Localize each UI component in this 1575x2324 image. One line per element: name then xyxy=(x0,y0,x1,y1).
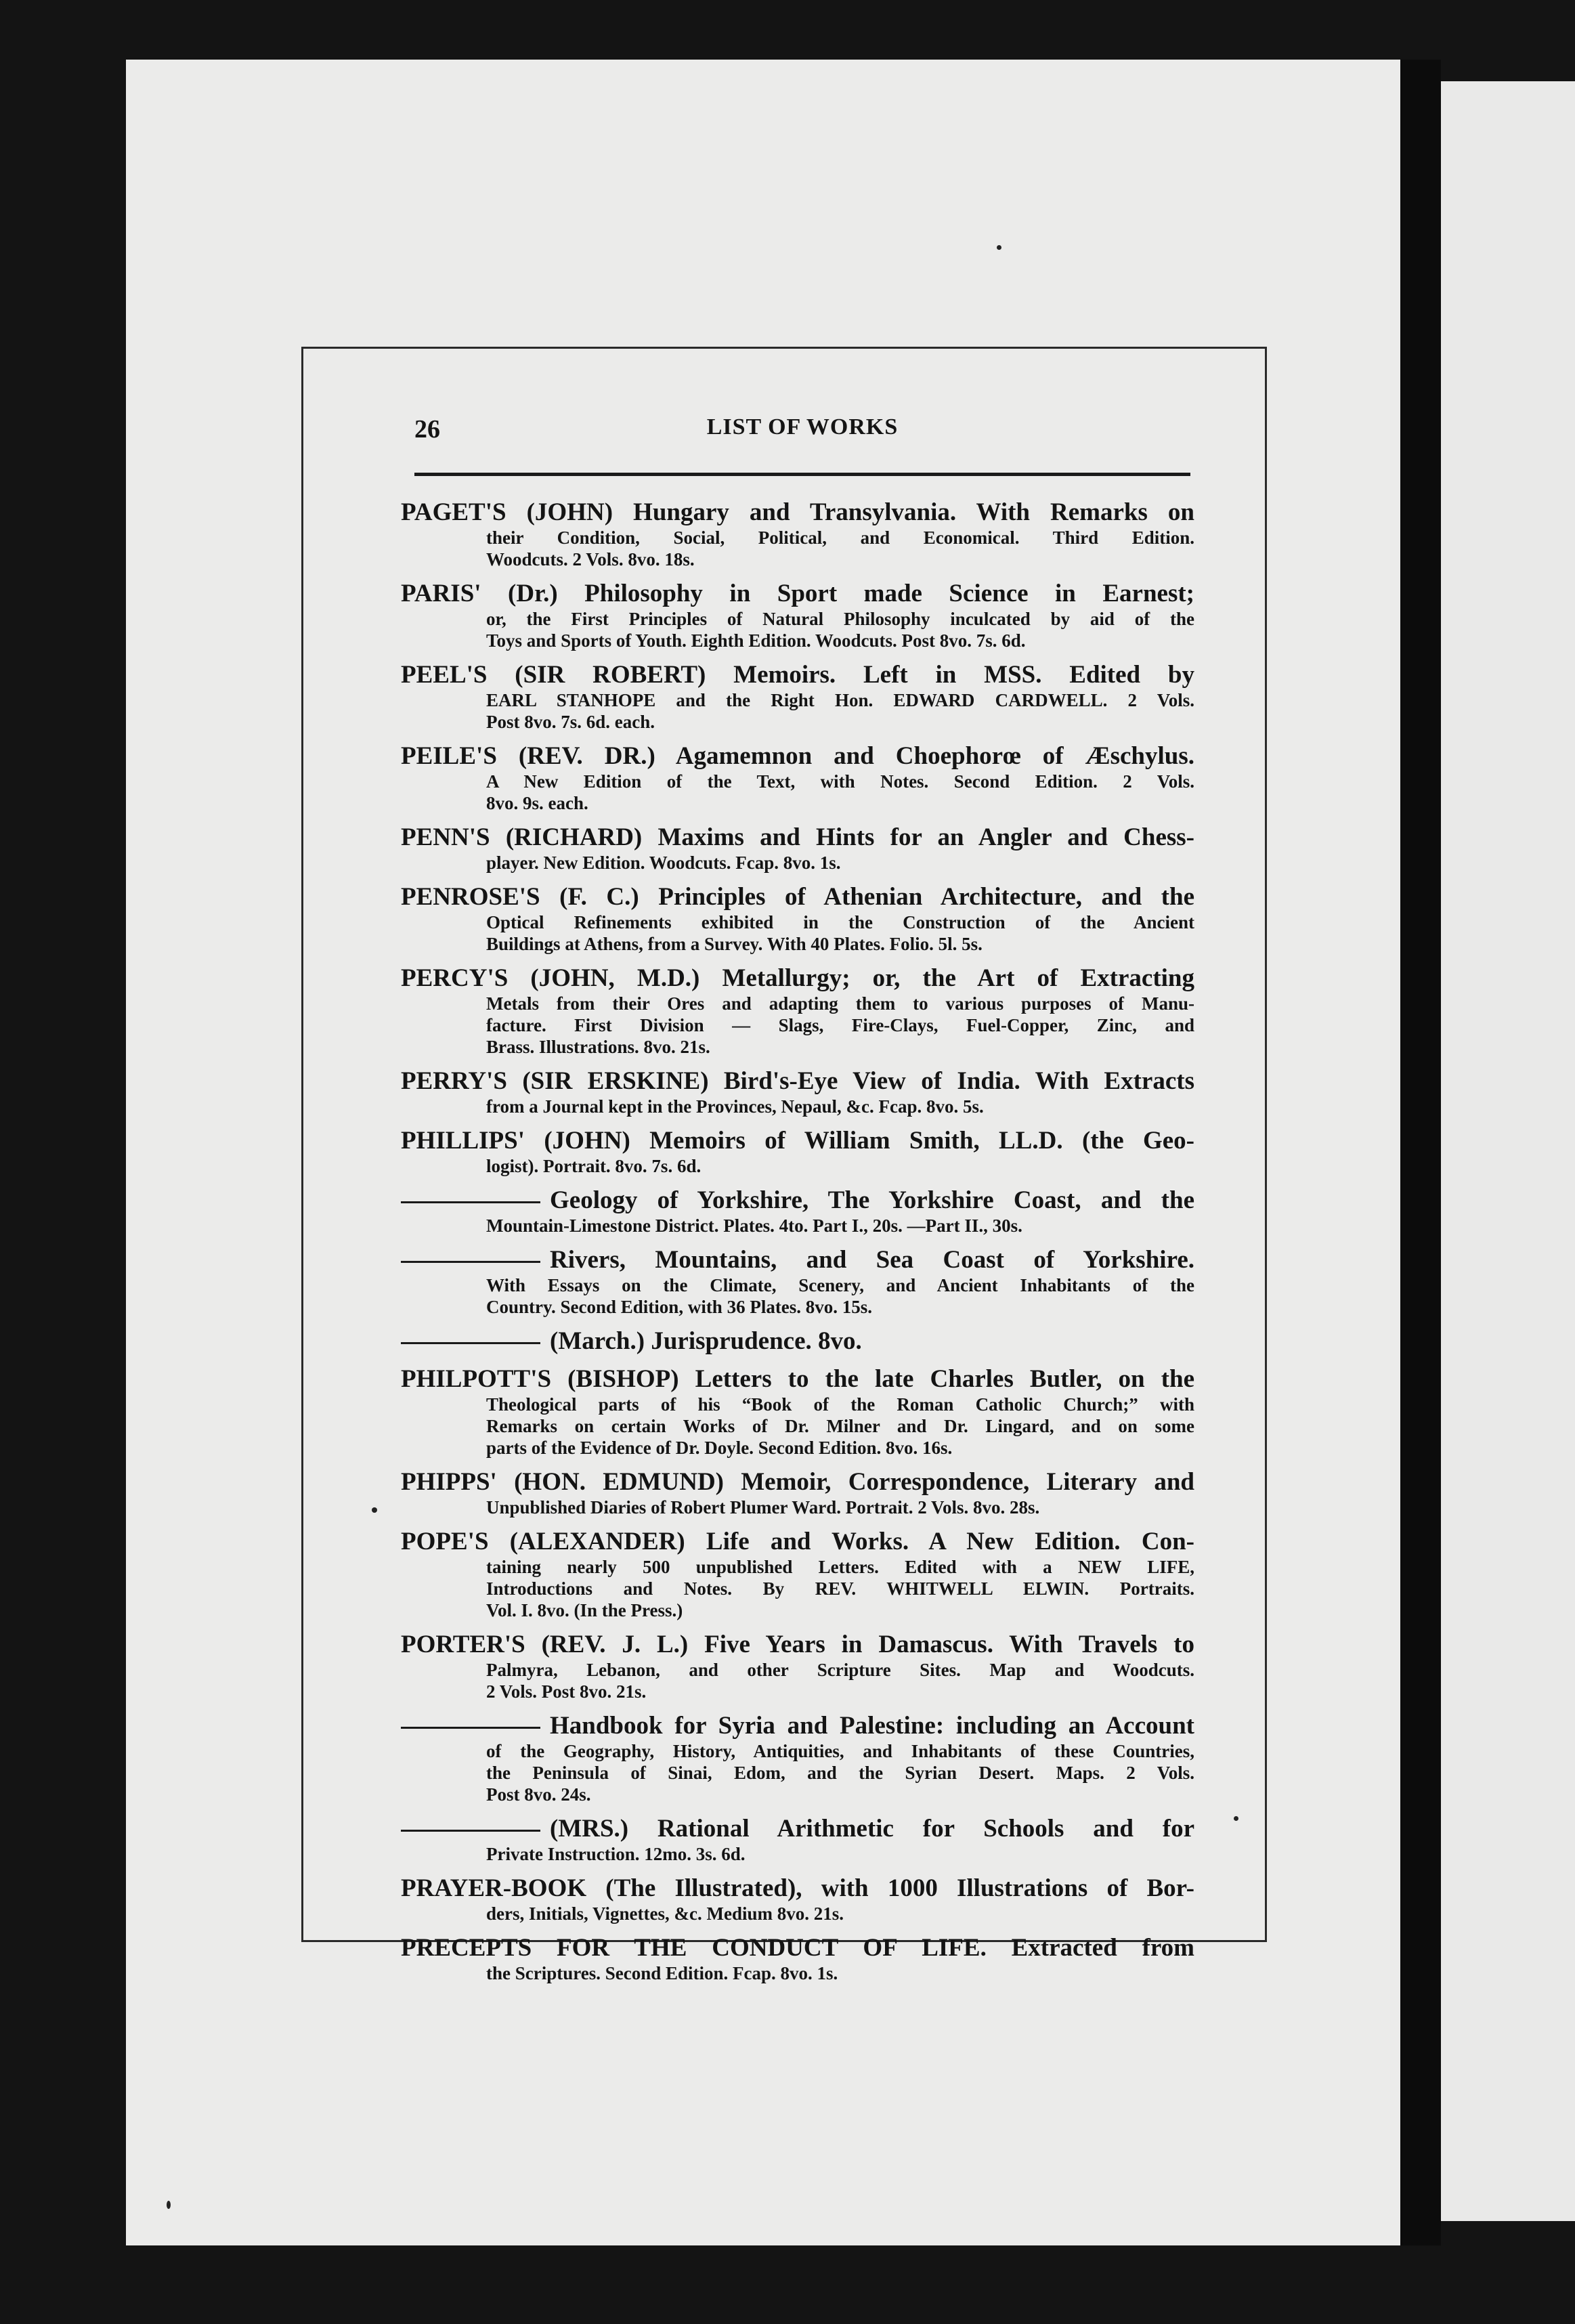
catalogue-entry xyxy=(401,660,1194,733)
entry-heading-text: PEEL'S (SIR ROBERT) Memoirs. Left in MSS. Edited by xyxy=(401,661,1194,689)
entry-detail-line: of the Geography, History, Antiquities, and Inhabitants of these Countries, xyxy=(486,1741,1194,1761)
entry-heading-text: PERRY'S (SIR ERSKINE) Bird's-Eye View of India. With Extracts xyxy=(401,1067,1194,1095)
catalogue-entry xyxy=(401,1711,1194,1805)
entry-heading-text: PRECEPTS FOR THE CONDUCT OF LIFE. Extracted from xyxy=(401,1934,1194,1962)
entry-detail-line: or, the First Principles of Natural Philosophy inculcated by aid of the xyxy=(486,609,1194,629)
entry-heading-text: PHILLIPS' (JOHN) Memoirs of William Smith, LL.D. (the Geo- xyxy=(401,1127,1194,1155)
entry-detail-line: logist). Portrait. 8vo. 7s. 6d. xyxy=(486,1156,702,1176)
catalogue-entry xyxy=(401,1327,1194,1356)
entry-heading-text: PORTER'S (REV. J. L.) Five Years in Damascus. With Travels to xyxy=(401,1631,1194,1658)
catalogue-entry xyxy=(401,823,1194,874)
entry-heading-line xyxy=(401,660,1194,689)
catalogue-entry xyxy=(401,1186,1194,1236)
entry-detail-line: from a Journal kept in the Provinces, Nepaul, &c. Fcap. 8vo. 5s. xyxy=(486,1096,984,1117)
entry-heading-line xyxy=(401,1630,1194,1659)
entry-heading-line xyxy=(401,1186,1194,1215)
catalogue-entry xyxy=(401,1527,1194,1621)
entry-detail-line: Remarks on certain Works of Dr. Milner and Dr. Lingard, and on some xyxy=(486,1416,1194,1436)
paper-speck xyxy=(1234,1816,1238,1821)
entry-detail-line: facture. First Division — Slags, Fire-Clays, Fuel-Copper, Zinc, and xyxy=(486,1015,1194,1035)
entry-detail-line: Country. Second Edition, with 36 Plates. 8vo. 15s. xyxy=(486,1297,873,1317)
ditto-rule xyxy=(401,1342,540,1344)
entry-detail-line: taining nearly 500 unpublished Letters. Edited with a NEW LIFE, xyxy=(486,1557,1194,1577)
entry-detail-line: Woodcuts. 2 Vols. 8vo. 18s. xyxy=(486,549,695,569)
catalogue-entry xyxy=(401,882,1194,955)
entry-detail-line: EARL STANHOPE and the Right Hon. EDWARD CARDWELL. 2 Vols. xyxy=(486,690,1194,710)
catalogue-entry xyxy=(401,498,1194,570)
catalogue-entry xyxy=(401,1364,1194,1459)
entry-detail-line: Metals from their Ores and adapting them to various purposes of Manu- xyxy=(486,993,1194,1014)
entry-heading-line xyxy=(401,1933,1194,1962)
entry-heading-text: Geology of Yorkshire, The Yorkshire Coast, and the xyxy=(550,1186,1194,1214)
catalogue-entry xyxy=(401,1933,1194,1984)
entry-heading-text: Handbook for Syria and Palestine: including an Account xyxy=(550,1712,1194,1740)
entry-detail-line: Unpublished Diaries of Robert Plumer Ward. Portrait. 2 Vols. 8vo. 28s. xyxy=(486,1497,1040,1518)
entry-heading-line xyxy=(401,1467,1194,1497)
entry-detail-line: the Scriptures. Second Edition. Fcap. 8vo. 1s. xyxy=(486,1963,838,1983)
entry-detail-line: Introductions and Notes. By REV. WHITWELL ELWIN. Portraits. xyxy=(486,1578,1194,1599)
entry-heading-line xyxy=(401,1067,1194,1096)
entry-heading-line xyxy=(401,1814,1194,1843)
entry-detail-line: Post 8vo. 7s. 6d. each. xyxy=(486,712,655,732)
entry-detail-line: Theological parts of his “Book of the Roman Catholic Church;” with xyxy=(486,1394,1194,1415)
entry-heading-text: (MRS.) Rational Arithmetic for Schools and for xyxy=(550,1815,1194,1843)
page-gutter xyxy=(1400,60,1441,2245)
entry-detail-line: With Essays on the Climate, Scenery, and Ancient Inhabitants of the xyxy=(486,1275,1194,1295)
paper-speck xyxy=(167,2201,171,2209)
entry-heading-line xyxy=(401,1364,1194,1394)
entry-heading-line xyxy=(401,882,1194,911)
entry-heading-text: PAGET'S (JOHN) Hungary and Transylvania. With Remarks on xyxy=(401,498,1194,526)
entry-detail-line: Vol. I. 8vo. (In the Press.) xyxy=(486,1600,683,1620)
ditto-rule xyxy=(401,1261,540,1263)
running-title: LIST OF WORKS xyxy=(706,414,899,439)
entry-detail-line: parts of the Evidence of Dr. Doyle. Second Edition. 8vo. 16s. xyxy=(486,1438,953,1458)
entry-heading-text: POPE'S (ALEXANDER) Life and Works. A New Edition. Con- xyxy=(401,1528,1194,1555)
catalogue-entry xyxy=(401,1245,1194,1318)
entry-detail-line: Private Instruction. 12mo. 3s. 6d. xyxy=(486,1844,746,1864)
page-number: 26 xyxy=(414,415,440,444)
catalogue-entry xyxy=(401,741,1194,814)
entry-heading-text: PHILPOTT'S (BISHOP) Letters to the late Charles Butler, on the xyxy=(401,1365,1194,1393)
entry-detail-line: Palmyra, Lebanon, and other Scripture Sites. Map and Woodcuts. xyxy=(486,1660,1194,1680)
entry-heading-line xyxy=(401,1527,1194,1556)
entry-detail-line: ders, Initials, Vignettes, &c. Medium 8vo. 21s. xyxy=(486,1903,844,1924)
entry-heading-text: PENN'S (RICHARD) Maxims and Hints for an Angler and Chess- xyxy=(401,823,1194,851)
entry-heading-text: PEILE'S (REV. DR.) Agamemnon and Choephorœ of Æschylus. xyxy=(401,742,1194,770)
running-header xyxy=(414,414,1190,452)
catalogue-list xyxy=(401,498,1194,1983)
entry-detail-line: 2 Vols. Post 8vo. 21s. xyxy=(486,1681,647,1702)
entry-heading-line xyxy=(401,741,1194,771)
entry-detail-line: 8vo. 9s. each. xyxy=(486,793,588,813)
entry-heading-text: PENROSE'S (F. C.) Principles of Athenian Architecture, and the xyxy=(401,883,1194,911)
paper-speck xyxy=(997,245,1001,250)
entry-heading-text: PRAYER-BOOK (The Illustrated), with 1000 Illustrations of Bor- xyxy=(401,1874,1194,1902)
catalogue-entry xyxy=(401,1126,1194,1177)
entry-heading-text: (March.) Jurisprudence. 8vo. xyxy=(550,1327,862,1355)
entry-heading-line xyxy=(401,1245,1194,1274)
entry-heading-line xyxy=(401,498,1194,527)
entry-detail-line: Buildings at Athens, from a Survey. With 40 Plates. Folio. 5l. 5s. xyxy=(486,934,983,954)
facing-page-edge xyxy=(1441,81,1575,2221)
entry-heading-line xyxy=(401,1126,1194,1155)
entry-heading-text: PERCY'S (JOHN, M.D.) Metallurgy; or, the Art of Extracting xyxy=(401,964,1194,992)
entry-detail-line: A New Edition of the Text, with Notes. Second Edition. 2 Vols. xyxy=(486,771,1194,792)
catalogue-entry xyxy=(401,1814,1194,1865)
ditto-rule xyxy=(401,1727,540,1729)
entry-heading-line xyxy=(401,823,1194,852)
entry-heading-line xyxy=(401,1711,1194,1740)
entry-detail-line: Brass. Illustrations. 8vo. 21s. xyxy=(486,1037,710,1057)
ditto-rule xyxy=(401,1830,540,1832)
entry-heading-line xyxy=(401,1874,1194,1903)
entry-detail-line: their Condition, Social, Political, and Economical. Third Edition. xyxy=(486,528,1194,548)
entry-detail-line: Mountain-Limestone District. Plates. 4to. Part I., 20s. —Part II., 30s. xyxy=(486,1215,1022,1236)
entry-heading-text: PHIPPS' (HON. EDMUND) Memoir, Correspondence, Literary and xyxy=(401,1468,1194,1496)
header-rule xyxy=(414,473,1190,476)
entry-heading-text: PARIS' (Dr.) Philosophy in Sport made Science in Earnest; xyxy=(401,580,1194,607)
catalogue-entry xyxy=(401,1630,1194,1702)
entry-heading-line xyxy=(401,964,1194,993)
entry-detail-line: Toys and Sports of Youth. Eighth Edition. Woodcuts. Post 8vo. 7s. 6d. xyxy=(486,630,1026,651)
entry-detail-line: Post 8vo. 24s. xyxy=(486,1784,591,1805)
entry-heading-line xyxy=(401,579,1194,608)
catalogue-entry xyxy=(401,1067,1194,1117)
catalogue-entry xyxy=(401,1467,1194,1518)
catalogue-entry xyxy=(401,579,1194,651)
entry-heading-text: Rivers, Mountains, and Sea Coast of Yorkshire. xyxy=(550,1246,1194,1274)
catalogue-entry xyxy=(401,1874,1194,1924)
entry-heading-line xyxy=(401,1327,1194,1356)
entry-detail-line: player. New Edition. Woodcuts. Fcap. 8vo. 1s. xyxy=(486,853,841,873)
entry-detail-line: the Peninsula of Sinai, Edom, and the Syrian Desert. Maps. 2 Vols. xyxy=(486,1763,1194,1783)
ditto-rule xyxy=(401,1201,540,1203)
catalogue-entry xyxy=(401,964,1194,1058)
entry-detail-line: Optical Refinements exhibited in the Construction of the Ancient xyxy=(486,912,1194,932)
paper-speck xyxy=(372,1507,377,1513)
